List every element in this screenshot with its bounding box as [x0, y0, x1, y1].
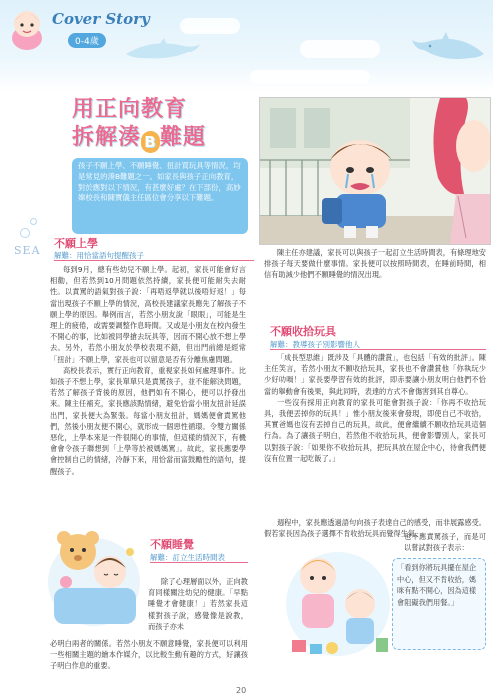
toys-children-illustration — [284, 540, 392, 658]
baby-icon — [6, 6, 48, 52]
paragraph: 陳主任亦建議，家長可以與孩子一起訂立生活時間表，有條理地安排孩子每天要做什麼事情。家長便可以按照時間表，在睡前時間，相信有助減少他們不願睡覺的情況出現。 — [264, 248, 486, 280]
headline-line-2 — [72, 124, 242, 153]
section-label: Cover Story — [52, 10, 150, 28]
cloud-decoration — [180, 18, 240, 34]
article-headline — [72, 96, 242, 153]
sleep-paragraph-full — [50, 638, 248, 672]
dolphin-icon — [410, 28, 488, 68]
section-title-sleep: 不願睡覺 — [150, 538, 194, 551]
paragraph: 除了心理層面以外，正向教育同樣關注幼兒的健康。「早點睡覺才會健康！」若然家長這樣對孩子說，感覺像是說教，而孩子亦未 — [148, 577, 248, 631]
page-number: 20 — [236, 686, 247, 695]
headline-line-1: 用正向教育 — [72, 97, 188, 122]
cloud-decoration — [250, 70, 370, 84]
paragraph: 高校長表示，實行正向教育，重視家長如何處理事件。比如孩子不想上學，家長單單只是責罵孩子，並不能解決問題，若然了解孩子背後的原因，他們如有不開心，便可以抒發出來。陳主任補充，家長應該點情緒，避免恰當小朋友扭計延誤出門，家長便大為緊張。每當小朋友扭計，媽媽便會責罵他們，然後小朋友便不開心，就形成一個惡性循環。令雙方關係惡化，上學本來是一件很開心的事情，但這樣的情況下，有機會會令孩子聯想到「上學等於被媽媽罵」。故此，家長應要學會控制自己的情緒，冷靜下來，用恰當而富鼓勵性的語句，提醒孩子。 — [50, 365, 246, 476]
headline-prefix: 拆解湊 — [72, 125, 142, 150]
quote-box — [392, 558, 486, 650]
section-divider — [150, 562, 248, 563]
paragraph: 必明白兩者的關係。若然小朋友不願意睡覺，家長便可以利用一些相關主題的繪本作媒介，以比較生動有趣的方式，好讓孩子明白作息的重要。 — [50, 639, 248, 671]
sea-decoration-text: SEA — [14, 244, 41, 257]
left-column — [50, 264, 246, 477]
section-title-toys: 不願收拾玩具 — [270, 325, 336, 338]
section-divider — [270, 349, 486, 350]
sleep-paragraph-wrap — [148, 576, 248, 632]
right-column-middle — [264, 352, 486, 464]
bubble-decoration — [30, 218, 37, 225]
crying-child-illustration — [259, 97, 491, 245]
headline-letter-b: B — [141, 131, 160, 153]
paragraph: 週程中，家長應透過語句向孩子表達自己的感受，而非展露感受。假若家長因為孩子選擇不肯收拾玩具而覺得生氣， — [264, 518, 486, 539]
right-column-end-wrap — [404, 531, 486, 553]
paragraph: 也不應責罵孩子，而是可以嘗試對孩子表示： — [404, 532, 486, 553]
dolphin-icon — [122, 36, 202, 64]
section-subtitle-toys: 解難：教導孩子別影響他人 — [270, 340, 360, 349]
section-subtitle-school: 解難：用恰當語句提醒孩子 — [54, 251, 144, 260]
sleeping-child-illustration — [44, 512, 144, 630]
paragraph: 「成長型思維」既涉及「具體的讚賞」，也包括「有效的批評」。陳主任笑言，若然小朋友不願收拾玩具，家長也不會讚賞他「你執玩少少好叻喎！」家長要學習有效的批評，即赤要讓小朋友明白他們不恰當的舉動會有後果，與此同時，表達的方式不會傷害到其自尊心。 — [264, 353, 486, 396]
paragraph: 一些沒有採用正向教育的家長可能會對孩子說：「你再不收拾玩具，我便丟掉你的玩具！」惟小朋友後來會發現，即使自己不收拾，其實爸媽也沒有丟掉自己的玩具，故此，便會繼續不願收拾玩具這個行為。為了讓孩子明白，若然他不收拾玩具，便會影響別人，家長可以對孩子說：「如果你不收拾玩具，把玩具放在屋企中心，待會我們便沒有位置一起吃飯了。」 — [264, 397, 486, 463]
quote-text: 「看到你將玩具擺在屋企中心，但又不肯收拾，媽咪有點不開心，因為這樣會阻礙我們用餐。」 — [397, 563, 477, 607]
section-title-school: 不願上學 — [54, 237, 98, 250]
paragraph: 每到9月，總有些幼兒不願上學。起初，家長可能會好言相勸，但若然到10月問題依然持續，家長便可能耐失去耐性。以責罵的語氣對孩子說：「再唔返學就以後唔好返！」每當出現孩子不願上學的情況，高校長建議家長應先了解孩子不願上學的原因。舉例而言，若然小朋友說「眼眼」，可能是生理上的疲倦，或需要調整作息時間。又或是小朋友在校內發生不開心的事，比如被同學搶去玩具等，因而不開心放不想上學去。另外，若然小朋友於學校表現不錯，但出門前總是經常「扭計」不願上學，家長也可以留意是否有分離焦慮問題。 — [50, 265, 246, 364]
right-column-top — [264, 247, 486, 281]
intro-box: 孩子不願上學、不願睡覺、扭計買玩具等情況，均是常見的湊B難題之一。如家長與孩子正向教育，對於應對以下情況，有甚麼好處？在下部份，高妙嫦校長和陳寶儀主任區位會分享以下難題。 — [72, 158, 248, 234]
section-subtitle-sleep: 解難：訂立生活時間表 — [150, 553, 225, 562]
bubble-decoration — [20, 228, 30, 238]
cloud-decoration — [300, 40, 380, 58]
age-badge: 0-4歲 — [68, 33, 106, 48]
section-divider — [54, 260, 254, 261]
headline-suffix: 難題 — [160, 125, 207, 150]
